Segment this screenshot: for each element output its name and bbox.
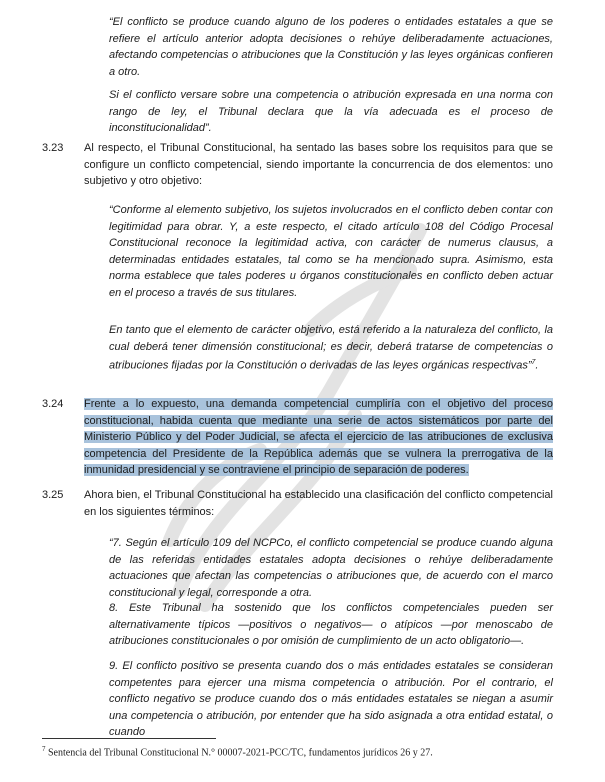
footnote-mark: 7: [42, 745, 46, 753]
paragraph-number-3-25: 3.25: [42, 489, 64, 501]
paragraph-3-23: Al respecto, el Tribunal Constitucional, ha sentado las bases sobre los requisitos para que se configure un conflicto competencial, siendo importante la concurrencia de dos elementos: uno subjetivo y otro objetivo:: [84, 142, 553, 187]
paragraph-number-3-24: 3.24: [42, 398, 64, 410]
footnote-ref-7[interactable]: 7: [531, 359, 536, 366]
footnote-separator: [42, 738, 216, 739]
quote-article-conflict: “El conflicto se produce cuando alguno de los poderes o entidades estatales a que se refiere el artículo anterior adopta decisiones o rehúye deliberadamente actuaciones, afectando competencias o atribuciones que la Constitución y las leyes orgánicas confieren a otro.: [109, 16, 553, 78]
footnote-text: Sentencia del Tribunal Constitucional N.° 00007-2021-PCC/TC, fundamentos jurídicos 26 y 27.: [45, 747, 433, 759]
quote-objective-end: .: [535, 359, 539, 372]
quote-objective-text: En tanto que el elemento de carácter objetivo, está referido a la naturaleza del conflicto, la cual deberá tener dimensión constitucional; es decir, deberá tratarse de competencias o atribuciones fijadas por la Constitución o derivadas de las leyes orgánicas respectivas”: [109, 324, 553, 372]
quote-rank-of-law: Si el conflicto versare sobre una competencia o atribución expresada en una norma con rango de ley, el Tribunal declara que la vía adecuada es el proceso de inconstitucionalidad”.: [109, 89, 553, 134]
quote-item-7: “7. Según el artículo 109 del NCPCo, el conflicto competencial se produce cuando alguna de las referidas entidades estatales adopta decisiones o rehúye deliberadamente actuaciones que afectan las competencias o atribuciones que, de acuerdo con el marco constitucional y legal, corresponde a otra.: [109, 537, 553, 599]
quote-item-9: 9. El conflicto positivo se presenta cuando dos o más entidades estatales se consideran competentes para ejercer una misma competencia o atribución. Por el contrario, el conflicto negativo se produce cuando dos o más entidades estatales se niegan a asumir una competencia o atribución, por entender que ha sido asignada a otra entidad estatal, o cuando: [109, 660, 553, 738]
paragraph-3-24: [84, 396, 553, 479]
highlighted-text: Frente a lo expuesto, una demanda competencial cumpliría con el objetivo del proceso constitucional, habida cuenta que mediante una serie de actos sistemáticos por parte del Ministerio Público y del Poder Judicial, se afecta el ejercicio de las atribuciones de exclusiva competencia del Presidente de la República además que se vulnera la prerrogativa de la inmunidad presidencial y se contraviene el principio de separación de poderes.: [84, 398, 553, 476]
quote-item-8: 8. Este Tribunal ha sostenido que los conflictos competenciales pueden ser alternativamente típicos —positivos o negativos— o atípicos —por menoscabo de atribuciones constitucionales o por omisión de cumplimiento de un acto obligatorio—.: [109, 602, 553, 647]
paragraph-number-3-23: 3.23: [42, 142, 64, 154]
quote-objective-element: [109, 322, 553, 374]
paragraph-3-25: Ahora bien, el Tribunal Constitucional ha establecido una clasificación del conflicto competencial en los siguientes términos:: [84, 489, 553, 518]
quote-subjective-element: “Conforme al elemento subjetivo, los sujetos involucrados en el conflicto deben contar con legitimidad para obrar. Y, a este respecto, el citado artículo 108 del Código Procesal Constitucional reconoce la legitimidad activa, con carácter de numerus clausus, a determinadas entidades estatales, tal como se ha mencionado supra. Asimismo, esta norma establece que tales poderes u órganos constitucionales en conflicto deben actuar en el proceso a través de sus titulares.: [109, 204, 553, 299]
footnote-7: [42, 742, 562, 760]
